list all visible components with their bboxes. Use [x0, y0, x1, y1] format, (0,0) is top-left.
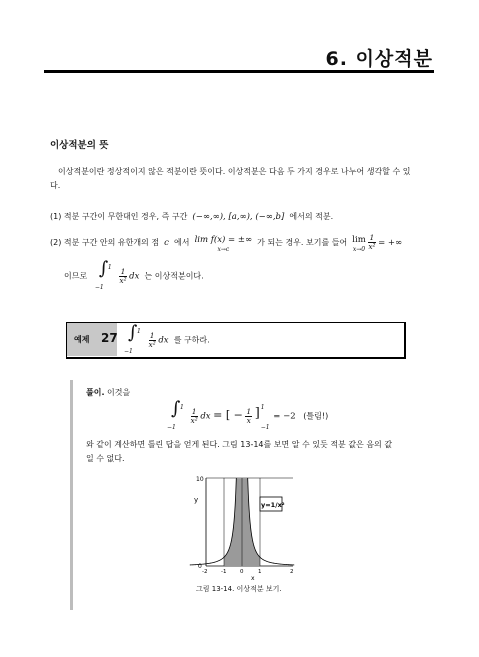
example-problem: [124, 322, 210, 355]
x-axis-label: x: [251, 575, 255, 582]
solution-fraction-den: x²: [190, 415, 198, 425]
x-tick-neg1: -1: [221, 569, 227, 575]
integral-sign: ∫: [171, 398, 181, 419]
solution-bar: [70, 380, 73, 610]
solution-equation: [167, 398, 329, 431]
solution-bracket-close: ]: [254, 406, 260, 421]
therefore-fraction-den: x²: [119, 275, 127, 285]
therefore-lower: −1: [94, 284, 104, 291]
solution-bracket-lower: −1: [260, 424, 270, 431]
example-suffix: 를 구하라.: [173, 335, 210, 345]
therefore-suffix: 는 이상적분이다.: [144, 271, 204, 281]
item-1-prefix: (1) 적분 구간이 무한대인 경우, 즉 구간: [50, 212, 188, 221]
solution-lower: −1: [167, 424, 176, 431]
curve-label: y=1/x²: [261, 501, 285, 509]
solution-fraction-2-num: 1: [246, 406, 252, 416]
example-upper: 1: [137, 328, 141, 335]
x-tick-neg2: -2: [202, 569, 208, 575]
therefore-upper: 1: [107, 264, 112, 271]
solution-upper: 1: [180, 404, 184, 411]
solution-label: 풀이.: [86, 388, 105, 397]
solution-fraction-2: [245, 408, 252, 425]
intro-line-2: 다.: [50, 181, 61, 190]
item-2-limit-sub: x→c: [217, 246, 230, 253]
example-label: 예제: [74, 335, 90, 344]
solution-integral: [167, 398, 188, 431]
section-title: 이상적분의 뜻: [50, 140, 109, 151]
item-2-point-c: c: [164, 238, 169, 248]
solution-fraction-2-den: x: [246, 415, 251, 425]
x-tick-0: 0: [240, 569, 244, 575]
solution-intro-text: 이것을: [107, 388, 131, 397]
example-fraction: [149, 332, 156, 349]
therefore-dx: dx: [129, 271, 140, 282]
item-2: [50, 234, 402, 253]
item-2-limit2: [352, 234, 366, 253]
figure-13-14: [186, 468, 296, 583]
y-top-tick: 10: [196, 476, 204, 483]
item-2-mid2: 가 되는 경우. 보기를 들어: [257, 238, 348, 247]
therefore-line: [64, 258, 204, 291]
solution-fraction-num: 1: [191, 406, 197, 416]
item-2-fraction-num: 1: [369, 233, 375, 242]
example-integral: [124, 322, 146, 355]
intro-line-1: 이상적분이란 정상적이지 않은 적분이란 뜻이다. 이상적분은 다음 두 가지 경우로 나누어 생각할 수 있: [58, 167, 411, 176]
item-2-limit2-sub: x→0: [352, 246, 366, 253]
item-2-mid: 에서: [174, 238, 190, 247]
therefore-integral: [94, 258, 117, 291]
therefore-fraction: [119, 268, 126, 285]
solution-text-2: 일 수 없다.: [86, 454, 125, 463]
item-2-fraction: [368, 234, 375, 251]
chapter-title: 6. 이상적분: [325, 48, 433, 70]
figure-caption: 그림 13-14. 이상적분 보기.: [196, 585, 282, 593]
item-2-prefix: (2) 적분 구간 안의 유한개의 점: [50, 238, 160, 247]
item-1: [50, 210, 333, 224]
example-number: 27: [101, 331, 118, 345]
solution-dx: dx: [200, 411, 211, 422]
example-fraction-num: 1: [149, 330, 155, 340]
x-tick-1: 1: [258, 569, 262, 575]
item-2-fraction-den: x²: [368, 242, 376, 251]
x-tick-2: 2: [290, 569, 294, 575]
solution-result: = −2: [273, 411, 296, 422]
solution-eq-mid: = [ −: [213, 408, 243, 422]
item-2-limit: [195, 234, 253, 253]
therefore-prefix: 이므로: [64, 271, 88, 281]
solution-fraction: [191, 408, 198, 425]
item-1-intervals: (−∞,∞), [a,∞), (−∞,b]: [192, 212, 285, 222]
y-axis-label: y: [194, 496, 199, 504]
solution-intro: [86, 386, 130, 399]
item-2-limit2-lim: lim: [352, 235, 366, 245]
item-2-result: = +∞: [378, 238, 403, 248]
header-rule: [44, 70, 434, 73]
item-1-suffix: 에서의 적분.: [289, 212, 334, 221]
example-dx: dx: [158, 335, 169, 346]
example-fraction-den: x²: [148, 339, 156, 349]
integral-sign: ∫: [128, 322, 138, 343]
integral-sign: ∫: [98, 258, 109, 279]
therefore-fraction-num: 1: [120, 266, 126, 276]
solution-text-1: 와 같이 계산하면 틀린 답을 얻게 된다. 그림 13-14를 보면 알 수 있듯 적분 값은 음의 값: [86, 440, 393, 449]
y-zero-tick: 0: [198, 563, 202, 570]
solution-note: (틀림!): [303, 411, 329, 421]
solution-bracket-upper: 1: [260, 404, 265, 411]
example-lower: −1: [124, 348, 133, 355]
solution-bracket: [255, 403, 271, 429]
item-2-limit-expr: lim f(x) = ±∞: [194, 235, 253, 245]
